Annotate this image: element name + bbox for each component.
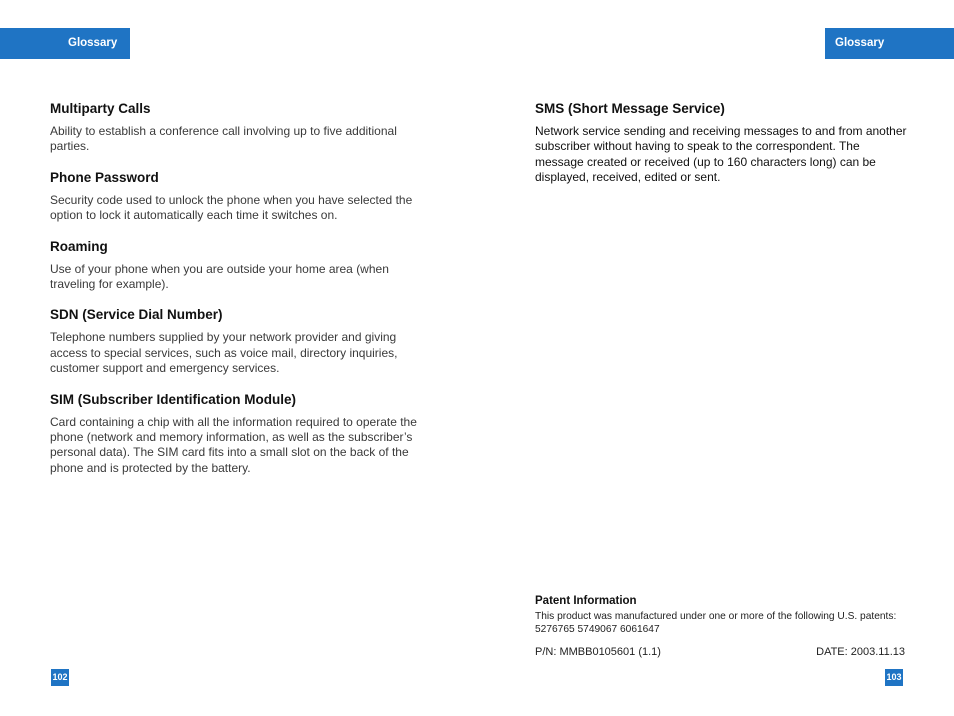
entry-title: Roaming (50, 238, 108, 254)
page-number-right: 103 (885, 669, 903, 686)
entry-body: Ability to establish a conference call involving up to five additional parties. (50, 124, 397, 154)
patent-information (535, 594, 907, 636)
glossary-entry (535, 100, 907, 186)
header-tab-left-label: Glossary (68, 37, 118, 49)
glossary-entry (50, 238, 418, 293)
entry-title: Multiparty Calls (50, 101, 151, 116)
entry-title: SIM (Subscriber Identification Module) (50, 391, 297, 407)
left-page-column (50, 100, 418, 490)
entry-body: Network service sending and receiving messages to and from another subscriber without having to speak to the correspondent. The message created or received (up to 160 characters long) can be displayed, received, edited or sent. (535, 124, 907, 185)
entry-title: Phone Password (50, 169, 159, 185)
right-page-column (535, 100, 907, 200)
entry-title: SDN (Service Dial Number) (50, 307, 223, 323)
header-tab-right-label: Glossary (835, 37, 885, 49)
glossary-entry (50, 100, 418, 155)
patent-title: Patent Information (535, 595, 637, 607)
patent-body: This product was manufactured under one or more of the following U.S. patents: 5276765 5749067 6061647 (535, 611, 897, 635)
glossary-entry (50, 169, 418, 224)
header-tab-left (0, 28, 130, 59)
glossary-entry (50, 391, 418, 477)
page-number-left: 102 (51, 669, 69, 686)
glossary-entry (50, 306, 418, 376)
entry-body: Telephone numbers supplied by your network provider and giving access to special services, such as voice mail, directory inquiries, customer support and emergency services. (50, 330, 398, 376)
entry-title: SMS (Short Message Service) (535, 101, 725, 116)
entry-body: Card containing a chip with all the information required to operate the phone (network and memory information, as well as the subscriber’s personal data). The SIM card fits into a small slot on the back of the phone and is protected by the battery. (50, 414, 417, 475)
document-footer (535, 645, 905, 659)
document-date: DATE: 2003.11.13 (816, 646, 905, 658)
entry-body: Security code used to unlock the phone when you have selected the option to lock it automatically each time it switches on. (50, 192, 413, 223)
part-number: P/N: MMBB0105601 (1.1) (535, 646, 661, 658)
header-tab-right (825, 28, 954, 59)
entry-body: Use of your phone when you are outside your home area (when traveling for example). (50, 261, 389, 292)
